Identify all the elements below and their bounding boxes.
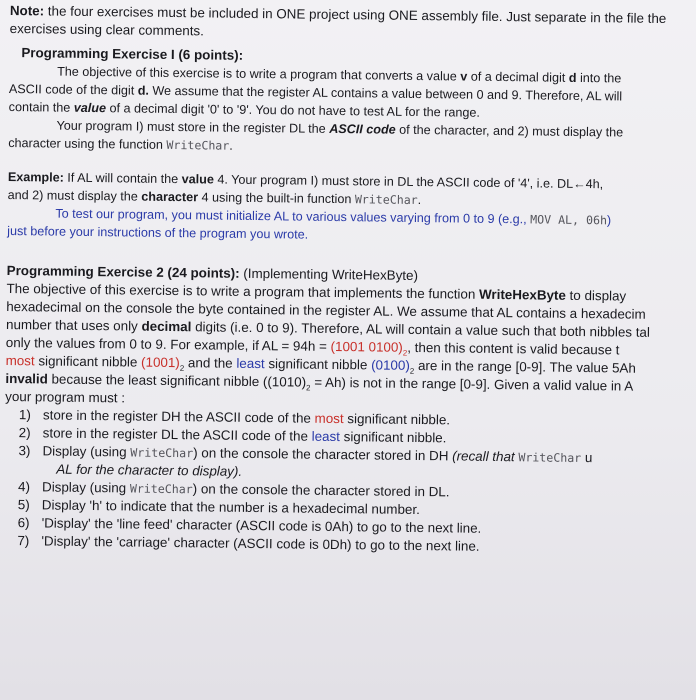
- note-line-1: Note: the four exercises must be included in ONE project using ONE assembly file. Just separate in the file the: [9, 2, 667, 27]
- exercise-2-line-3: number that uses only decimal digits (i.e. 0 to 9). Therefore, AL will contain a value such that both nibbles tal: [5, 316, 650, 340]
- exercise-2-line-5: most significant nibble $(1001)_2$ and the least significant nibble $(0100)_2$ are in the range [0-9]. The value 5Ah: [5, 352, 636, 376]
- exercise-1-para-line-3: contain the value of a decimal digit '0' to '9'. You do not have to test AL for the range.: [8, 99, 481, 120]
- list-item-continuation: AL for the character to display).: [56, 461, 243, 479]
- exercise-1-para-line-2: ASCII code of the digit d. We assume that the register AL contains a value between 0 and 9. Therefore, AL will: [8, 81, 623, 104]
- example-line-2: and 2) must display the character 4 using the built-in function WriteChar.: [7, 187, 422, 208]
- exercise-2-line-2: hexadecimal on the console the byte contained in the register AL. We assume that AL contains a hexadecim: [6, 298, 646, 322]
- example-line-4: just before your instructions of the program you wrote.: [7, 223, 309, 242]
- list-item: 3) Display (using WriteChar) on the console the character stored in DH (recall that WriteChar u: [18, 443, 593, 466]
- exercise-1-para-line-1: The objective of this exercise is to write a program that converts a value v of a decimal digit d into the: [57, 64, 622, 86]
- exercise-2-line-6: invalid because the least significant nibble $((1010)_2 = Ah)$ is not in the range [0-9]. Given a valid value in A: [5, 370, 634, 394]
- note-label: Note:: [9, 2, 45, 19]
- exercise-1-para2-line-2: character using the function WriteChar.: [8, 135, 233, 153]
- list-item: 6) 'Display' the 'line feed' character (ASCII code is 0Ah) to go to the next line.: [17, 515, 482, 536]
- exercise-2-title: Programming Exercise 2 (24 points): (Implementing WriteHexByte): [6, 262, 419, 284]
- exercise-2-line-1: The objective of this exercise is to write a program that implements the function WriteHexByte to display: [6, 280, 627, 304]
- example-line-3: To test our program, you must initialize AL to various values varying from 0 to 9 (e.g., MOV AL, 06h): [55, 206, 612, 228]
- list-item: 5) Display 'h' to indicate that the number is a hexadecimal number.: [17, 497, 420, 518]
- list-item: 2) store in the register DL the ASCII code of the least significant nibble.: [18, 425, 447, 446]
- list-item: 4) Display (using WriteChar) on the console the character stored in DL.: [17, 479, 450, 500]
- writechar-code: WriteChar: [166, 137, 230, 153]
- document-sheet: [3, 2, 696, 558]
- list-item: 1) store in the register DH the ASCII code of the most significant nibble.: [18, 407, 451, 428]
- example-label: Example:: [7, 169, 64, 185]
- exercise-2-line-4: only the values from 0 to 9. For example, if AL = 94h = (1001 $0100)_2$, then this content is valid because t: [5, 334, 620, 358]
- list-item: 7) 'Display' the 'carriage' character (ASCII code is 0Dh) to go to the next line.: [17, 533, 480, 554]
- exercise-2-line-7: your program must :: [5, 388, 126, 406]
- example-line-1: Example: If AL will contain the value 4. Your program I) must store in DL the ASCII code of '4', i.e. DL←4h,: [7, 169, 604, 192]
- requirements-list: [3, 406, 695, 558]
- note-line-2: exercises using clear comments.: [9, 20, 205, 39]
- exercise-1-para2-line-1: Your program I) must store in the register DL the ASCII code of the character, and 2) must display the: [56, 118, 624, 140]
- mov-code: MOV AL, 06h: [530, 212, 608, 228]
- exercise-1-title: Programming Exercise I (6 points):: [21, 45, 244, 63]
